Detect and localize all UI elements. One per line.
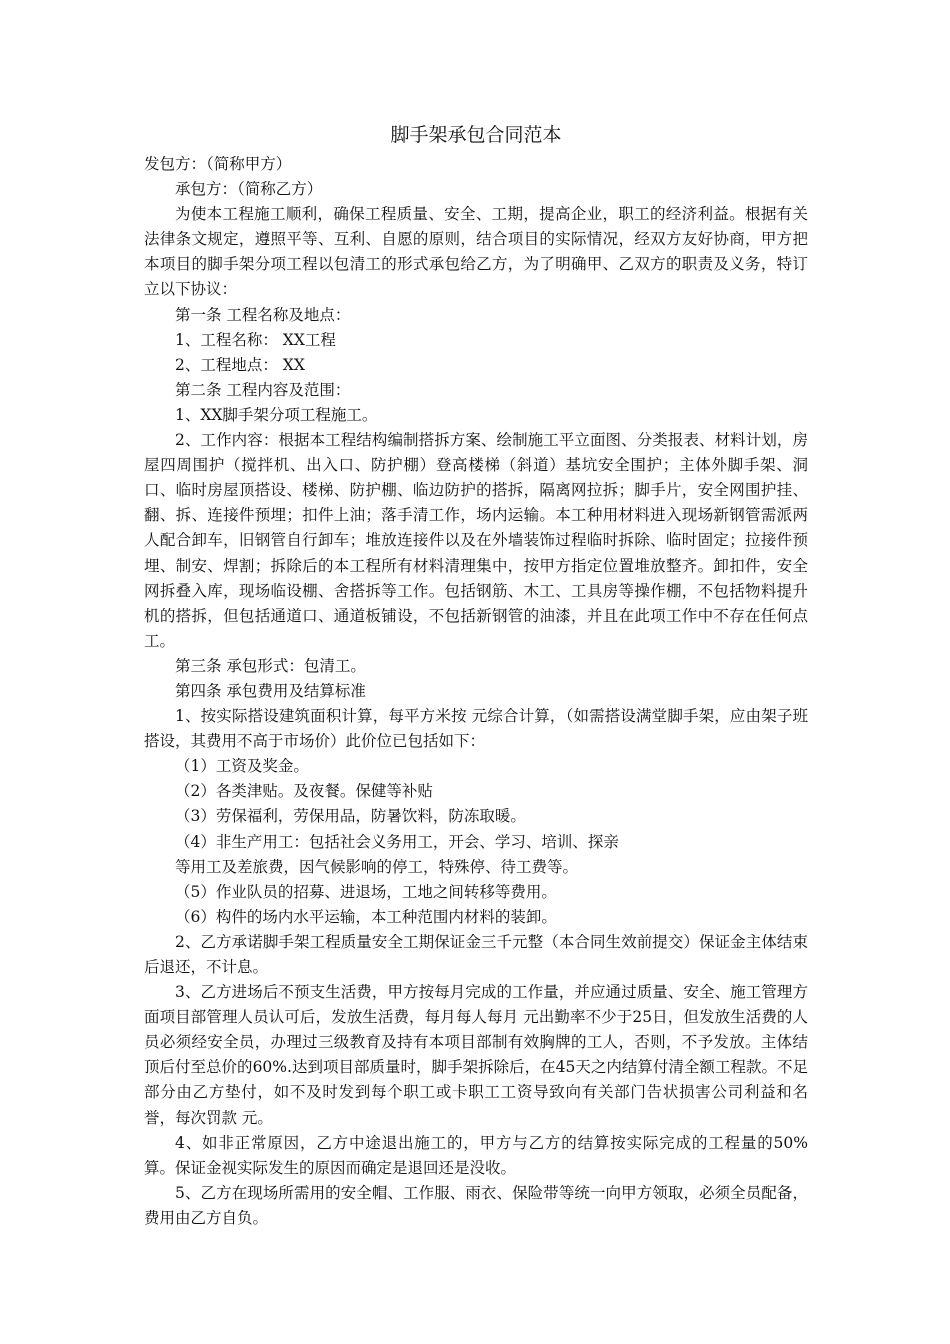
fee-subitem-5: （5）作业队员的招募、进退场，工地之间转移等费用。 — [175, 882, 557, 901]
fee-item-5: 5、乙方在现场所需用的安全帽、工作服、雨衣、保险带等统一向甲方领取，必须全员配备，费用由乙方自负。 — [144, 1183, 808, 1227]
fee-subitem-4-continued: 等用工及差旅费，因气候影响的停工，特殊停、待工费等。 — [175, 857, 579, 876]
project-name-line: 1、工程名称： XX工程 — [175, 330, 336, 349]
scope-item-1: 1、XX脚手架分项工程施工。 — [175, 405, 378, 424]
fee-subitem-2: （2）各类津贴。及夜餐。保健等补贴 — [175, 782, 433, 801]
article-1-heading: 第一条 工程名称及地点： — [175, 305, 351, 324]
fee-item-1: 1、按实际搭设建筑面积计算，每平方米按 元综合计算，（如需搭设满堂脚手架，应由架子班搭设，其费用不高于市场价）此价位已包括如下： — [144, 707, 808, 751]
fee-subitem-4: （4）非生产用工：包括社会义务用工，开会、学习、培训、探亲 — [175, 832, 619, 851]
article-4-heading: 第四条 承包费用及结算标准 — [175, 681, 366, 700]
project-location-line: 2、工程地点： XX — [175, 355, 305, 374]
fee-subitem-3: （3）劳保福利，劳保用品，防暑饮料，防冻取暖。 — [175, 807, 526, 826]
article-2-heading: 第二条 工程内容及范围： — [175, 380, 351, 399]
party-a-line: 发包方：（简称甲方） — [144, 155, 292, 173]
document-body — [144, 120, 808, 1231]
preamble-paragraph: 为使本工程施工顺利，确保工程质量、安全、工期，提高企业，职工的经济利益。根据有关法律条文规定，遵照平等、互利、自愿的原则，结合项目的实际情况，经双方友好协商，甲方把本项目的脚手架分项工程以包清工的形式承包给乙方，为了明确甲、乙双方的职责及义务，特订立以下协议： — [144, 205, 808, 299]
document-title: 脚手架承包合同范本 — [390, 124, 562, 146]
fee-item-2: 2、乙方承诺脚手架工程质量安全工期保证金三千元整（本合同生效前提交）保证金主体结束后退还，不计息。 — [144, 932, 808, 976]
party-b-line: 承包方：（简称乙方） — [175, 180, 323, 199]
article-3-heading: 第三条 承包形式：包清工。 — [175, 656, 366, 675]
fee-item-3: 3、乙方进场后不预支生活费，甲方按每月完成的工作量，并应通过质量、安全、施工管理方面项目部管理人员认可后，发放生活费，每月每人每月 元出勤率不少于25日，但发放生活费的人员必须经安全员，办理过三级教育及持有本项目部制有效胸牌的工人，否则，不予发放。主体结顶后付至总价的60%.达到项目部质量时，脚手架拆除后，在45天之内结算付清全额工程款。不足部分由乙方垫付，如不及时发到每个职工或卡职工工资导致向有关部门告状损害公司利益和名誉，每次罚款 元。 — [144, 983, 808, 1127]
fee-item-4: 4、如非正常原因，乙方中途退出施工的，甲方与乙方的结算按实际完成的工程量的50%算。保证金视实际发生的原因而确定是退回还是没收。 — [144, 1133, 808, 1177]
scope-item-2: 2、工作内容：根据本工程结构编制搭拆方案、绘制施工平立面图、分类报表、材料计划，房屋四周围护（搅拌机、出入口、防护棚）登高楼梯（斜道）基坑安全围护；主体外脚手架、洞口、临时房屋顶搭设、楼梯、防护棚、临边防护的搭拆，隔离网拉拆；脚手片，安全网围护挂、翻、拆、连接件预埋；扣件上油；落手清工作，场内运输。本工种用材料进入现场新钢管需派两人配合卸车，旧钢管自行卸车；堆放连接件以及在外墙装饰过程临时拆除、临时固定；拉接件预埋、制安、焊割；拆除后的本工程所有材料清理集中，按甲方指定位置堆放整齐。卸扣件，安全网拆叠入库，现场临设棚、舍搭拆等工作。包括钢筋、木工、工具房等操作棚，不包括物料提升机的搭拆，但包括通道口、通道板铺设，不包括新钢管的油漆，并且在此项工作中不存在任何点工。 — [144, 431, 808, 650]
fee-subitem-1: （1）工资及奖金。 — [175, 757, 309, 776]
fee-subitem-6: （6）构件的场内水平运输，本工种范围内材料的装卸。 — [175, 907, 557, 926]
